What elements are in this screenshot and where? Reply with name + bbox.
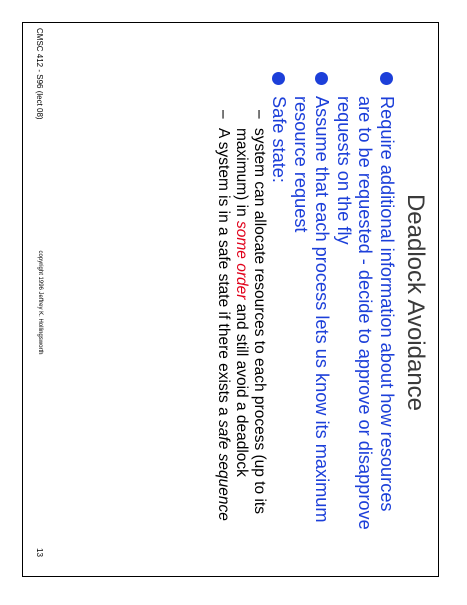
bullet-text: Safe state: <box>269 96 290 183</box>
bullet-item <box>333 72 398 532</box>
sub-item <box>232 72 268 532</box>
dash-icon: – <box>251 110 268 119</box>
emphasis-text: safe sequence <box>215 420 232 521</box>
sub-item <box>214 72 232 532</box>
sub-item-text: A system is in a safe state if there exists a <box>215 128 232 421</box>
emphasis-text: some order <box>233 221 250 300</box>
dash-icon: – <box>215 110 232 119</box>
slide-content <box>214 72 397 532</box>
bullet-text: Assume that each process lets us know its maximum resource request <box>291 96 333 523</box>
footer-page-number: 13 <box>35 548 44 557</box>
bullet-dot-icon <box>273 72 286 85</box>
bullet-dot-icon <box>380 72 393 85</box>
bullet-text: Require additional information about how resources are to be requested - decide to approve or disapprove requests on the fly <box>334 96 397 530</box>
footer-course: CMSC 412 - S96 (lect 08) <box>35 28 44 120</box>
footer-copyright: copyright 1996 Jeffrey K. Hollingsworth <box>37 250 43 355</box>
sub-item-text: and still avoid a deadlock <box>233 299 250 477</box>
bullet-item <box>290 72 333 532</box>
sub-item-text: system can allocate resources to each process (up to its maximum) in <box>233 128 268 514</box>
bullet-dot-icon <box>316 72 329 85</box>
slide-title: Deadlock Avoidance <box>402 193 429 412</box>
bullet-item <box>268 72 290 532</box>
